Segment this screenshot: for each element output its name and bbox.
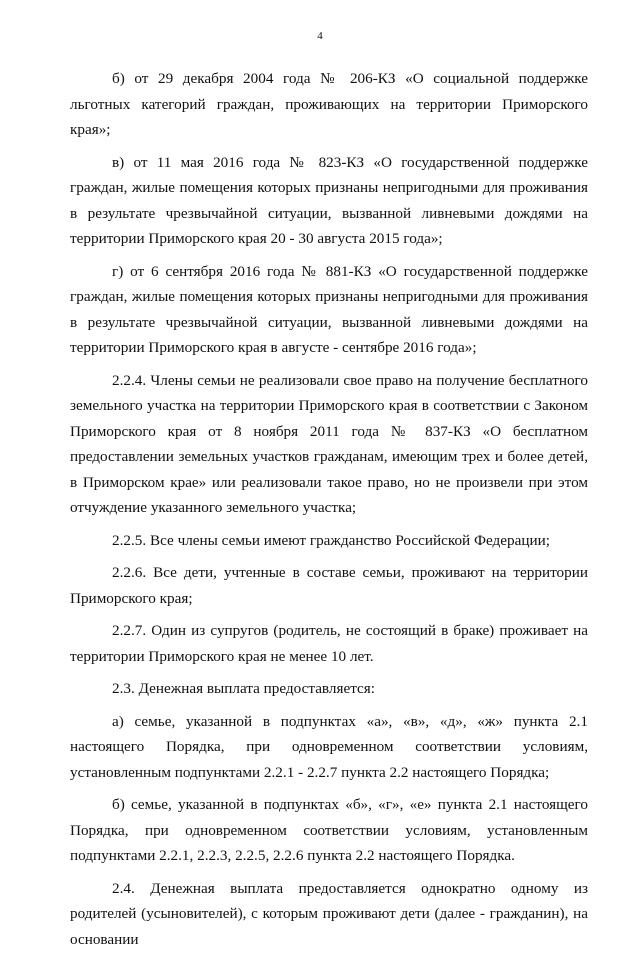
paragraph-2-4: 2.4. Денежная выплата предоставляется однократно одному из родителей (усыновителей), с которым проживают дети (далее - гражданин), на основании xyxy=(70,879,588,948)
paragraph-2-2-4: 2.2.4. Члены семьи не реализовали свое право на получение бесплатного земельного участка на территории Приморского края в соответствии с Законом Приморского края от 8 ноября 2011 года № 837-КЗ «О бесплатном предоставлении земельных участков гражданам, имеющим трех и более детей, в Приморском крае» или реализовали такое право, но не произвели при этом отчуждение указанного земельного участка; xyxy=(70,371,588,516)
paragraph-law-881: г) от 6 сентября 2016 года № 881-КЗ «О государственной поддержке граждан, жилые помещения которых признаны непригодными для проживания в результате чрезвычайной ситуации, вызванной ливневыми дождями на территории Приморского края в августе - сентябре 2016 года»; xyxy=(70,262,588,356)
paragraph-2-3-a: а) семье, указанной в подпунктах «а», «в», «д», «ж» пункта 2.1 настоящего Порядка, при одновременном соответствии условиям, установленным подпунктами 2.2.1 - 2.2.7 пункта 2.2 настоящего Порядка; xyxy=(70,712,588,781)
page-number: 4 xyxy=(317,30,323,42)
paragraph-2-2-5: 2.2.5. Все члены семьи имеют гражданство Российской Федерации; xyxy=(112,531,550,549)
document-body xyxy=(70,66,588,959)
paragraph-law-823: в) от 11 мая 2016 года № 823-КЗ «О государственной поддержке граждан, жилые помещения которых признаны непригодными для проживания в результате чрезвычайной ситуации, вызванной ливневыми дождями на территории Приморского края 20 - 30 августа 2015 года»; xyxy=(70,153,588,247)
paragraph-2-3-b: б) семье, указанной в подпунктах «б», «г», «е» пункта 2.1 настоящего Порядка, при одновременном соответствии условиям, установленным подпунктами 2.2.1, 2.2.3, 2.2.5, 2.2.6 пункта 2.2 настоящего Порядка. xyxy=(70,796,588,864)
paragraph-2-3: 2.3. Денежная выплата предоставляется: xyxy=(112,680,375,697)
paragraph-2-2-6: 2.2.6. Все дети, учтенные в составе семьи, проживают на территории Приморского края; xyxy=(70,564,588,607)
paragraph-law-206: б) от 29 декабря 2004 года № 206-КЗ «О социальной поддержке льготных категорий граждан, проживающих на территории Приморского края»; xyxy=(70,70,588,138)
paragraph-2-2-7: 2.2.7. Один из супругов (родитель, не состоящий в браке) проживает на территории Приморского края не менее 10 лет. xyxy=(70,622,588,665)
